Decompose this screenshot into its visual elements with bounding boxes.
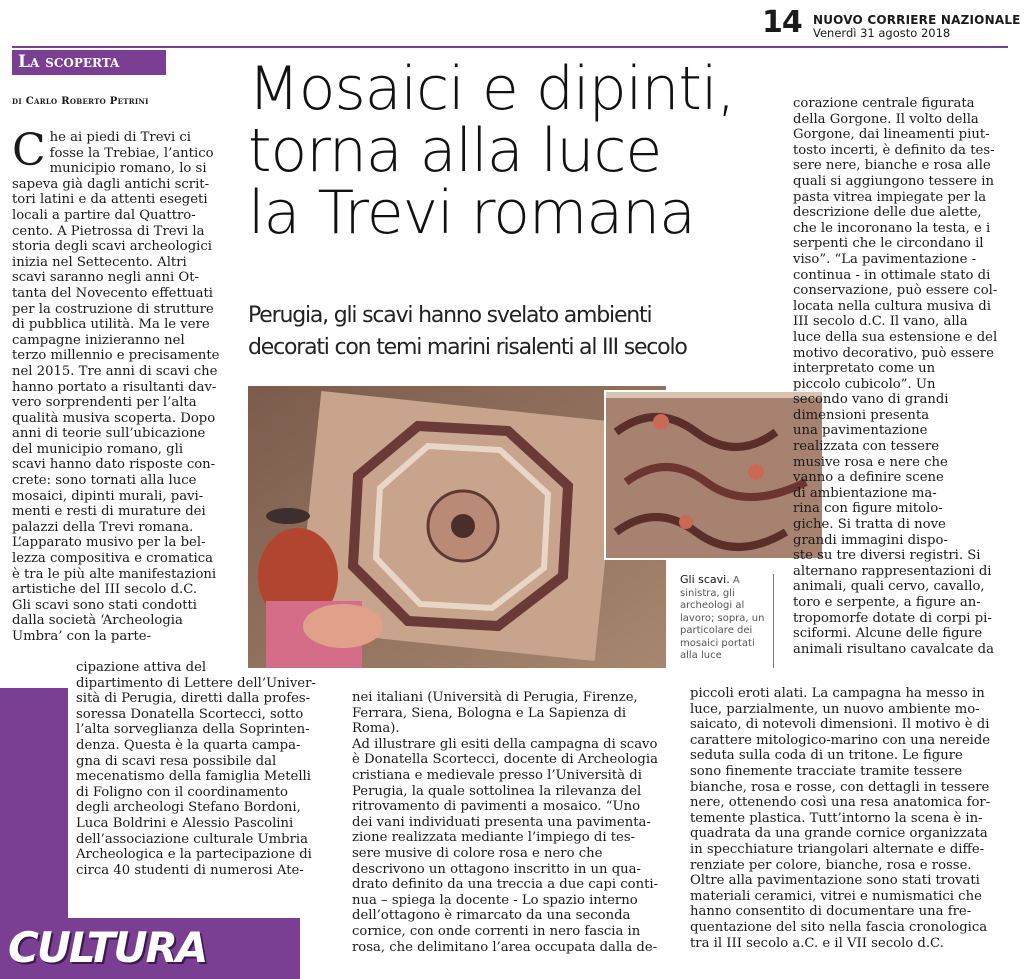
section-sidebar-bar — [0, 688, 68, 918]
text-line: degli archeologi Stefano Bordoni, — [76, 800, 301, 816]
text-line: cento. A Pietrossa di Trevi la — [12, 223, 205, 239]
headline-line: torna alla luce — [248, 116, 662, 186]
column-bottom-right-body — [690, 686, 1012, 951]
text-line: mecenatismo della famiglia Metelli — [76, 769, 311, 785]
text-line: anni di teorie sull’ubicazione — [12, 426, 206, 442]
text-line: tanta del Novecento effettuati — [12, 285, 213, 301]
text-line: locata nella cultura musiva di — [793, 298, 991, 314]
text-line: circa 40 studenti di numerosi Ate- — [76, 862, 304, 878]
text-line: piccoli eroti alati. La campagna ha messo in — [690, 686, 985, 701]
text-line: secondo vano di grandi — [793, 392, 949, 408]
drop-cap: C — [12, 125, 46, 176]
text-line: inizia nel Settecento. Altri — [12, 254, 187, 270]
text-line: he ai piedi di Trevi ci — [49, 130, 191, 145]
text-line: di pubblica utilità. Ma le vere — [12, 317, 210, 333]
text-line: menti e resti di murature dei — [12, 504, 206, 520]
text-line: tropomorfe dotate di corpi pi- — [793, 610, 992, 626]
text-line: sapeva già dagli antichi scrit- — [12, 176, 210, 192]
section-footer-label: CULTURA — [8, 923, 207, 972]
mosaic-detail-photo — [604, 390, 824, 560]
caption-text: A sinistra, gli archeologi al lavoro; sopra, un particolare dei mosaici portati alla luce — [680, 575, 765, 661]
subheadline-line: decorati con temi marini risalenti al III secolo — [248, 335, 687, 360]
text-line: dell’ottagono è rimarcato da una seconda — [352, 908, 631, 924]
text-line: in specchiature triangolari alternate e diffe- — [690, 841, 985, 857]
text-line: quentazione del sito nella fascia cronologica — [690, 919, 988, 935]
page-number: 14 — [762, 5, 802, 40]
text-line: che le incoronano la testa, e i — [793, 220, 991, 236]
text-line: cipazione attiva del — [76, 660, 207, 675]
caption-rule — [773, 574, 774, 668]
text-line: artistiche del III secolo d.C. — [12, 582, 198, 598]
text-line: drato definito da una treccia a due capi conti- — [352, 877, 659, 893]
text-line: una pavimentazione — [793, 423, 928, 439]
text-line: tosto incerti, è definito da tes- — [793, 142, 995, 158]
text-line: viso”. “La pavimentazione - — [793, 251, 977, 267]
text-line: sere musive di colore rosa e nero che — [352, 845, 603, 861]
text-line: sere nere, bianche e rosa alle — [793, 158, 991, 174]
text-line: conservazione, può essere col- — [793, 283, 998, 299]
text-line: Ferrara, Siena, Bologna e La Sapienza di — [352, 705, 627, 721]
column-1-body — [12, 125, 242, 645]
text-line: L’apparato musivo per la bel- — [12, 535, 206, 551]
text-line: Archeologica e la partecipazione di — [76, 847, 312, 863]
text-line: toro e serpente, a figure an- — [793, 595, 981, 610]
text-line: descrizione delle due alette, — [793, 205, 982, 221]
text-line: renziate per colore, bianche, rosa e rosse. — [690, 857, 972, 873]
issue-date: Venerdì 31 agosto 2018 — [813, 26, 951, 40]
text-line: scavi saranno negli anni Ot- — [12, 270, 199, 286]
masthead: NUOVO CORRIERE NAZIONALE — [813, 13, 1021, 27]
text-line: sciformi. Alcune delle figure — [793, 626, 983, 642]
text-line: tori latini e da attenti esegeti — [12, 192, 208, 208]
text-line: quali si aggiungono tessere in — [793, 173, 995, 189]
text-line: materiali ceramici, vitrei e numismatici che — [690, 888, 982, 904]
text-line: continua - in ottimale stato di — [793, 267, 991, 283]
text-line: di ambientazione ma- — [793, 485, 937, 501]
text-line: seduta sulla coda di un tritone. Le figure — [690, 748, 963, 764]
text-line: vanno a definire scene — [793, 470, 944, 486]
text-line: Luca Boldrini e Alessio Pascolini — [76, 815, 294, 831]
text-line: locali a partire dal Quattro- — [12, 207, 196, 223]
text-line: campagne inizieranno nel — [12, 332, 185, 348]
text-line: temente plastica. Tutt’intorno la scena è in- — [690, 810, 983, 826]
text-line: nua – spiega la docente - Lo spazio interno — [352, 892, 638, 908]
text-line: scavi hanno dato risposte con- — [12, 457, 216, 473]
text-line: motivo decorativo, può essere — [793, 345, 994, 361]
text-line: III secolo d.C. Il vano, alla — [793, 314, 968, 330]
text-line: tra il III secolo a.C. e il VII secolo d.C. — [690, 935, 944, 951]
text-line: dell’associazione culturale Umbria — [76, 831, 308, 847]
text-line: municipio romano, lo si — [49, 161, 207, 177]
byline: di Carlo Roberto Petrini — [12, 96, 149, 107]
text-line: cornice, con onde correnti in nero fascia in — [352, 923, 641, 939]
text-line: grandi immagini dispo- — [793, 532, 948, 548]
article-column-bottom-left — [76, 660, 338, 878]
text-line: è Donatella Scortecci, docente di Archeologia — [352, 752, 658, 768]
article-column-3 — [793, 96, 1011, 657]
text-line: della Gorgone. Il volto della — [793, 111, 979, 127]
text-line: serpenti che le circondano il — [793, 236, 984, 252]
text-line: storia degli scavi archeologici — [12, 239, 212, 255]
text-line: è tra le più alte manifestazioni — [12, 566, 217, 582]
column-3-body — [793, 96, 1011, 657]
text-line: per la costruzione di strutture — [12, 301, 214, 317]
text-line: terzo millennio e precisamente — [12, 348, 220, 364]
text-line: saicato, di notevoli dimensioni. Il motivo è di — [690, 717, 990, 733]
header-rule — [12, 46, 1008, 48]
text-line: rosa, che delimitano l’area occupata dalla de- — [352, 939, 658, 955]
text-line: luce della sua estensione e del — [793, 329, 998, 345]
text-line: piccolo cubicolo”. Un — [793, 376, 936, 392]
text-line: di Foligno con il coordinamento — [76, 784, 288, 800]
headline-line: la Trevi romana — [248, 178, 695, 248]
text-line: vero sorprendenti per l’alta — [12, 395, 197, 411]
text-line: nel 2015. Tre anni di scavi che — [12, 363, 218, 379]
text-line: del municipio romano, gli — [12, 441, 184, 457]
text-line: crete: sono tornati alla luce — [12, 473, 197, 489]
text-line: Ad illustrare gli esiti della campagna di scavo — [352, 736, 658, 752]
text-line: Gli scavi sono stati condotti — [12, 597, 198, 613]
text-line: Perugia, la quale sottolinea la rilevanza del — [352, 783, 642, 799]
text-line: alternano rappresentazioni di — [793, 563, 992, 579]
column-bottom-left-body — [76, 660, 338, 878]
text-line: Gorgone, dai lineamenti piut- — [793, 127, 990, 143]
text-line: cristiana e medievale presso l’Università di — [352, 767, 642, 783]
text-line: quadrata da una grande cornice organizzata — [690, 826, 988, 842]
text-line: animali, quali cervo, cavallo, — [793, 579, 985, 595]
text-line: fosse la Trebiae, l’antico — [49, 145, 214, 161]
column-bottom-middle-body — [352, 690, 670, 955]
text-line: l’alta sorveglianza della Soprinten- — [76, 722, 310, 738]
text-line: hanno portato a risultanti dav- — [12, 379, 217, 395]
article-column-1 — [12, 125, 242, 645]
photo-caption — [680, 574, 770, 663]
text-line: giche. Si tratta di nove — [793, 517, 946, 533]
text-line: Umbra’ con la parte- — [12, 629, 152, 644]
text-line: soressa Donatella Scortecci, sotto — [76, 706, 304, 722]
text-line: nere, ottenendo così una resa anatomica for- — [690, 795, 991, 811]
text-line: nei italiani (Università di Perugia, Firenze, — [352, 690, 638, 705]
text-line: interpretato come un — [793, 361, 936, 377]
text-line: Roma). — [352, 721, 400, 737]
article-column-bottom-right — [690, 686, 1012, 951]
text-line: mosaici, dipinti murali, pavi- — [12, 488, 204, 504]
text-line: gna di scavi resa possibile dal — [76, 753, 277, 769]
text-line: bianche, rosa e rosse, con dettagli in tessere — [690, 779, 990, 795]
text-line: ste su tre diversi registri. Si — [793, 548, 981, 564]
text-line: rina con figure mitolo- — [793, 501, 943, 517]
text-line: ritrovamento di pavimenti a mosaico. “Uno — [352, 799, 641, 815]
text-line: sità di Perugia, diretti dalla profes- — [76, 691, 311, 707]
headline-line: Mosaici e dipinti, — [248, 54, 735, 124]
text-line: sono finemente tracciate tramite tessere — [690, 763, 963, 779]
text-line: dimensioni presenta — [793, 407, 930, 423]
text-line: hanno consentito di documentare una fre- — [690, 904, 972, 920]
text-line: luce, parzialmente, un nuovo ambiente mo- — [690, 701, 980, 717]
text-line: corazione centrale figurata — [793, 96, 975, 111]
text-line: descrivono un ottagono inscritto in un qua- — [352, 861, 641, 877]
text-line: Oltre alla pavimentazione sono stati trovati — [690, 873, 980, 889]
text-line: pasta vitrea impiegate per la — [793, 189, 987, 205]
text-line: dei vani individuati presenta una pavimenta- — [352, 814, 651, 830]
text-line: qualità musiva scoperta. Dopo — [12, 410, 216, 426]
subheadline-line: Perugia, gli scavi hanno svelato ambienti — [248, 303, 652, 328]
text-line: carattere mitologico-marino con una nereide — [690, 732, 991, 748]
text-line: realizzata con tessere — [793, 439, 940, 455]
text-line: animali risultano cavalcate da — [793, 641, 994, 657]
text-line: dalla società ‘Archeologia — [12, 613, 183, 629]
text-line: musive rosa e nere che — [793, 454, 948, 470]
text-line: denza. Questa è la quarta campa- — [76, 737, 301, 753]
headline — [248, 54, 788, 248]
marine-mosaic-illustration — [606, 392, 822, 558]
page-header — [0, 0, 1024, 50]
text-line: dipartimento di Lettere dell’Univer- — [76, 675, 316, 691]
section-tag: La scoperta — [12, 50, 166, 75]
text-line: lezza compositiva e cromatica — [12, 551, 213, 567]
text-line: zione realizzata mediante l’impiego di tes- — [352, 830, 636, 846]
text-line: palazzi della Trevi romana. — [12, 519, 194, 535]
subheadline — [248, 300, 788, 364]
article-column-bottom-middle — [352, 690, 670, 955]
caption-lead: Gli scavi. — [680, 573, 730, 586]
